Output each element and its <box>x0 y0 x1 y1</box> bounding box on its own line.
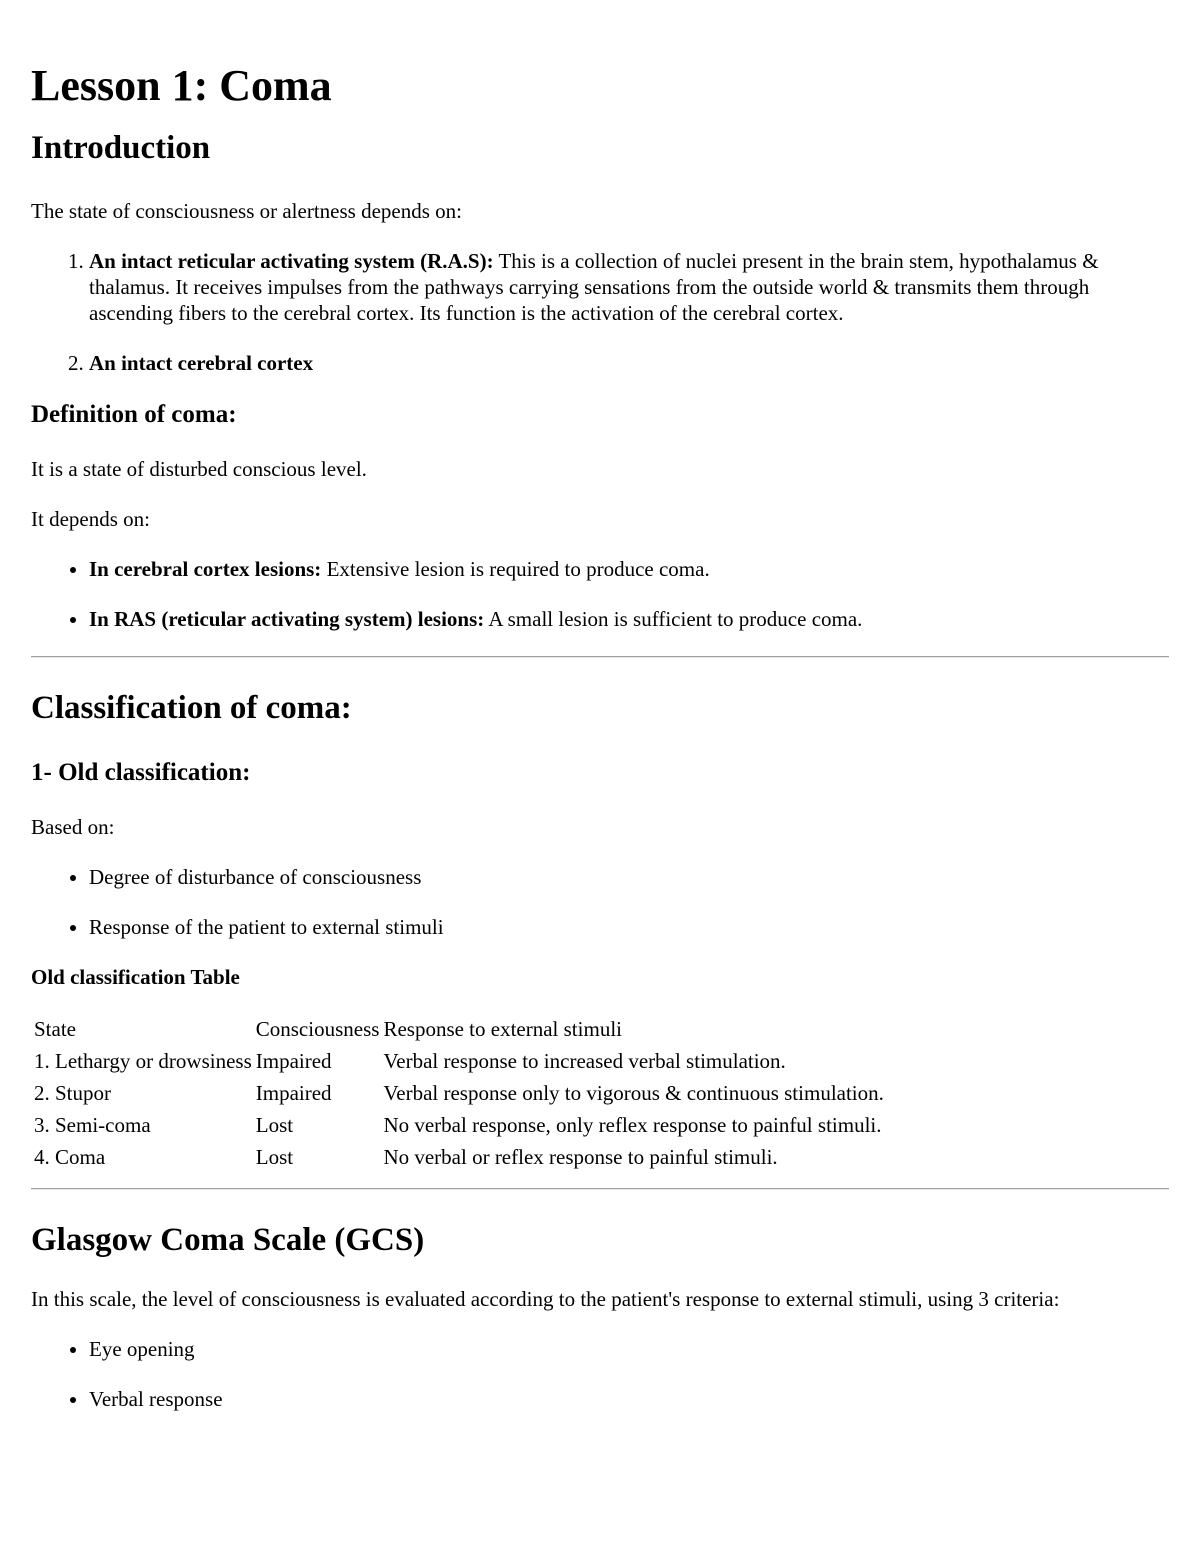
table-row <box>33 1110 885 1140</box>
gcs-lead: In this scale, the level of consciousness is evaluated according to the patient's response to external stimuli, using 3 criteria: <box>31 1287 1060 1311</box>
definition-text: It is a state of disturbed conscious level. <box>31 457 367 481</box>
list-item <box>89 606 1169 632</box>
list-item-text: This is a collection of nuclei present in the brain stem, hypothalamus & thalamus. It receives impulses from the pathways carrying sensations from the outside world & transmits them through ascending fibers to the cerebral cortex. Its function is the activation of the cerebral cortex. <box>89 249 1099 325</box>
list-item-text: A small lesion is sufficient to produce coma. <box>484 607 863 631</box>
list-item: • Response of the patient to external stimuli <box>89 914 1169 940</box>
table-row <box>33 1046 885 1076</box>
list-item: • Verbal response <box>89 1386 1169 1412</box>
list-item-bold: In RAS (reticular activating system) lesions: <box>89 607 485 631</box>
list-item: • Eye opening <box>89 1336 1169 1362</box>
intro-heading: Introduction <box>31 130 211 166</box>
table-heading: Old classification Table <box>31 965 240 989</box>
definition-list <box>31 556 1169 632</box>
list-item: • Degree of disturbance of consciousness <box>89 864 1169 890</box>
table-cell: No verbal response, only reflex response to painful stimuli. <box>383 1113 882 1137</box>
list-item <box>89 556 1169 582</box>
list-item-text: Extensive lesion is required to produce coma. <box>321 557 710 581</box>
table-row <box>33 1142 885 1172</box>
table-cell: 3. Semi-coma <box>34 1113 151 1137</box>
intro-lead: The state of consciousness or alertness depends on: <box>31 199 462 223</box>
definition-heading: Definition of coma: <box>31 401 237 428</box>
based-on-text: Based on: <box>31 815 115 839</box>
table-cell: Verbal response to increased verbal stimulation. <box>383 1049 786 1073</box>
table-cell: Verbal response only to vigorous & continuous stimulation. <box>383 1081 884 1105</box>
classification-heading: Classification of coma: <box>31 690 352 726</box>
table-cell: Lost <box>255 1113 294 1137</box>
gcs-heading: Glasgow Coma Scale (GCS) <box>31 1222 425 1258</box>
table-cell: No verbal or reflex response to painful stimuli. <box>383 1145 778 1169</box>
old-classification-heading: 1- Old classification: <box>31 759 251 786</box>
table-header-cell: State <box>34 1017 76 1041</box>
classification-list <box>31 864 1169 940</box>
list-item-bold: In cerebral cortex lesions: <box>89 557 322 581</box>
table-cell: 1. Lethargy or drowsiness <box>34 1049 252 1073</box>
page-title: Lesson 1: Coma <box>31 61 332 110</box>
section-divider <box>31 1188 1169 1190</box>
table-cell: Impaired <box>255 1081 332 1105</box>
table-header-cell: Response to external stimuli <box>383 1017 622 1041</box>
old-classification-table <box>31 1012 887 1174</box>
list-item-bold: An intact reticular activating system (R.A.S): <box>89 249 494 273</box>
definition-depends: It depends on: <box>31 507 150 531</box>
table-header-cell: Consciousness <box>255 1017 380 1041</box>
list-item-bold: An intact cerebral cortex <box>89 351 314 375</box>
list-item <box>89 248 1169 326</box>
intro-list <box>31 248 1169 376</box>
section-divider <box>31 656 1169 658</box>
table-cell: Impaired <box>255 1049 332 1073</box>
table-cell: 4. Coma <box>34 1145 106 1169</box>
table-cell: 2. Stupor <box>34 1081 112 1105</box>
table-row <box>33 1078 885 1108</box>
table-header-row <box>33 1014 885 1044</box>
gcs-list <box>31 1336 1169 1412</box>
list-item <box>89 350 1169 376</box>
table-cell: Lost <box>255 1145 294 1169</box>
